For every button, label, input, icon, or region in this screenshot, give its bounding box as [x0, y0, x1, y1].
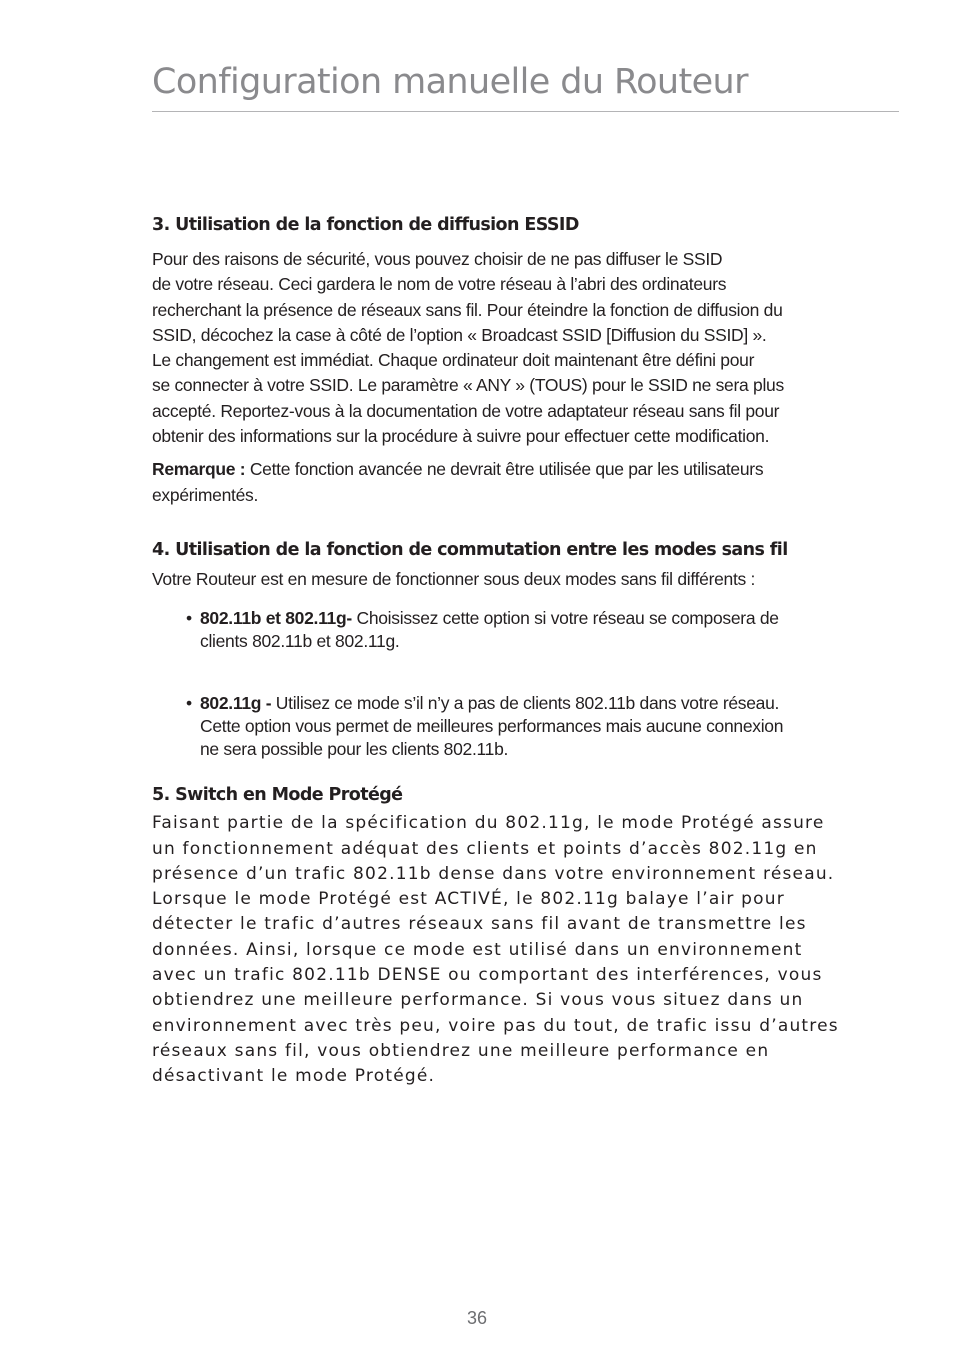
section-paragraph-protected — [152, 811, 892, 1089]
section-paragraph-essid — [152, 247, 892, 449]
list-item-body — [200, 692, 892, 761]
header-rule — [152, 111, 899, 112]
paragraph-line: désactivant le mode Protégé. — [152, 1066, 436, 1087]
paragraph-line: réseaux sans fil, vous obtiendrez une meilleure performance en — [152, 1040, 770, 1061]
paragraph-line: Faisant partie de la spécification du 802.11g, le mode Protégé assure — [152, 813, 825, 834]
paragraph-line: présence d’un trafic 802.11b dense dans votre environnement réseau. — [152, 863, 835, 884]
bullet-symbol: • — [186, 693, 192, 714]
remark-paragraph — [152, 457, 892, 508]
list-item-label: 802.11b et 802.11g- — [200, 608, 352, 629]
paragraph-line: recherchant la présence de réseaux sans fil. Pour éteindre la fonction de diffusion du — [152, 299, 783, 320]
section-protected-mode — [152, 783, 892, 1089]
paragraph-line: données. Ainsi, lorsque ce mode est utilisé dans un environnement — [152, 939, 803, 960]
paragraph-line: obtenir des informations sur la procédure à suivre pour effectuer cette modification. — [152, 426, 770, 447]
paragraph-line: Pour des raisons de sécurité, vous pouvez choisir de ne pas diffuser le SSID — [152, 249, 723, 269]
section-wireless-modes — [152, 538, 892, 761]
page-header-title: Configuration manuelle du Routeur — [152, 62, 748, 102]
list-item — [152, 607, 892, 653]
paragraph-line: Votre Routeur est en mesure de fonctionner sous deux modes sans fil différents : — [152, 568, 756, 589]
paragraph-line: Lorsque le mode Protégé est ACTIVÉ, le 802.11g balaye l’air pour — [152, 889, 785, 910]
list-item-line — [200, 607, 892, 630]
paragraph-line: un fonctionnement adéquat des clients et points d’accès 802.11g en — [152, 838, 818, 859]
paragraph-line: Le changement est immédiat. Chaque ordinateur doit maintenant être défini pour — [152, 350, 755, 371]
remark-line: expérimentés. — [152, 484, 259, 505]
list-item-line: ne sera possible pour les clients 802.11b. — [200, 739, 509, 760]
section-essid-broadcast — [152, 213, 892, 508]
paragraph-line: avec un trafic 802.11b DENSE ou comportant des interférences, vous — [152, 965, 823, 986]
list-item-body — [200, 607, 892, 653]
paragraph-line: accepté. Reportez-vous à la documentation de votre adaptateur réseau sans fil pour — [152, 400, 780, 421]
remark-text: Cette fonction avancée ne devrait être utilisée que par les utilisateurs — [245, 459, 764, 480]
section-heading-modes: 4. Utilisation de la fonction de commutation entre les modes sans fil — [152, 539, 788, 560]
list-item-line: clients 802.11b et 802.11g. — [200, 631, 400, 652]
paragraph-line: SSID, décochez la case à côté de l’option « Broadcast SSID [Diffusion du SSID] ». — [152, 324, 767, 345]
list-item — [152, 692, 892, 761]
remark-line — [152, 457, 892, 482]
list-item-text: Choisissez cette option si votre réseau se composera de — [351, 608, 779, 629]
section-heading-protected: 5. Switch en Mode Protégé — [152, 785, 403, 806]
list-item-line — [200, 692, 892, 715]
list-item-text: Utilisez ce mode s’il n’y a pas de clients 802.11b dans votre réseau. — [271, 693, 780, 714]
section-intro-modes — [152, 567, 892, 592]
remark-label: Remarque : — [152, 459, 246, 480]
list-item-label: 802.11g - — [200, 693, 272, 714]
paragraph-line: détecter le trafic d’autres réseaux sans fil avant de transmettre les — [152, 914, 807, 935]
page-number: 36 — [466, 1308, 488, 1328]
page-content — [152, 213, 892, 1090]
paragraph-line: de votre réseau. Ceci gardera le nom de votre réseau à l’abri des ordinateurs — [152, 274, 727, 295]
bullet-symbol: • — [186, 608, 192, 629]
paragraph-line: obtiendrez une meilleure performance. Si vous vous situez dans un — [152, 990, 804, 1011]
list-item-line: Cette option vous permet de meilleures performances mais aucune connexion — [200, 716, 784, 737]
section-heading-essid: 3. Utilisation de la fonction de diffusion ESSID — [152, 215, 579, 235]
paragraph-line: se connecter à votre SSID. Le paramètre « ANY » (TOUS) pour le SSID ne sera plus — [152, 375, 784, 396]
paragraph-line: environnement avec très peu, voire pas du tout, de trafic issu d’autres — [152, 1015, 839, 1036]
